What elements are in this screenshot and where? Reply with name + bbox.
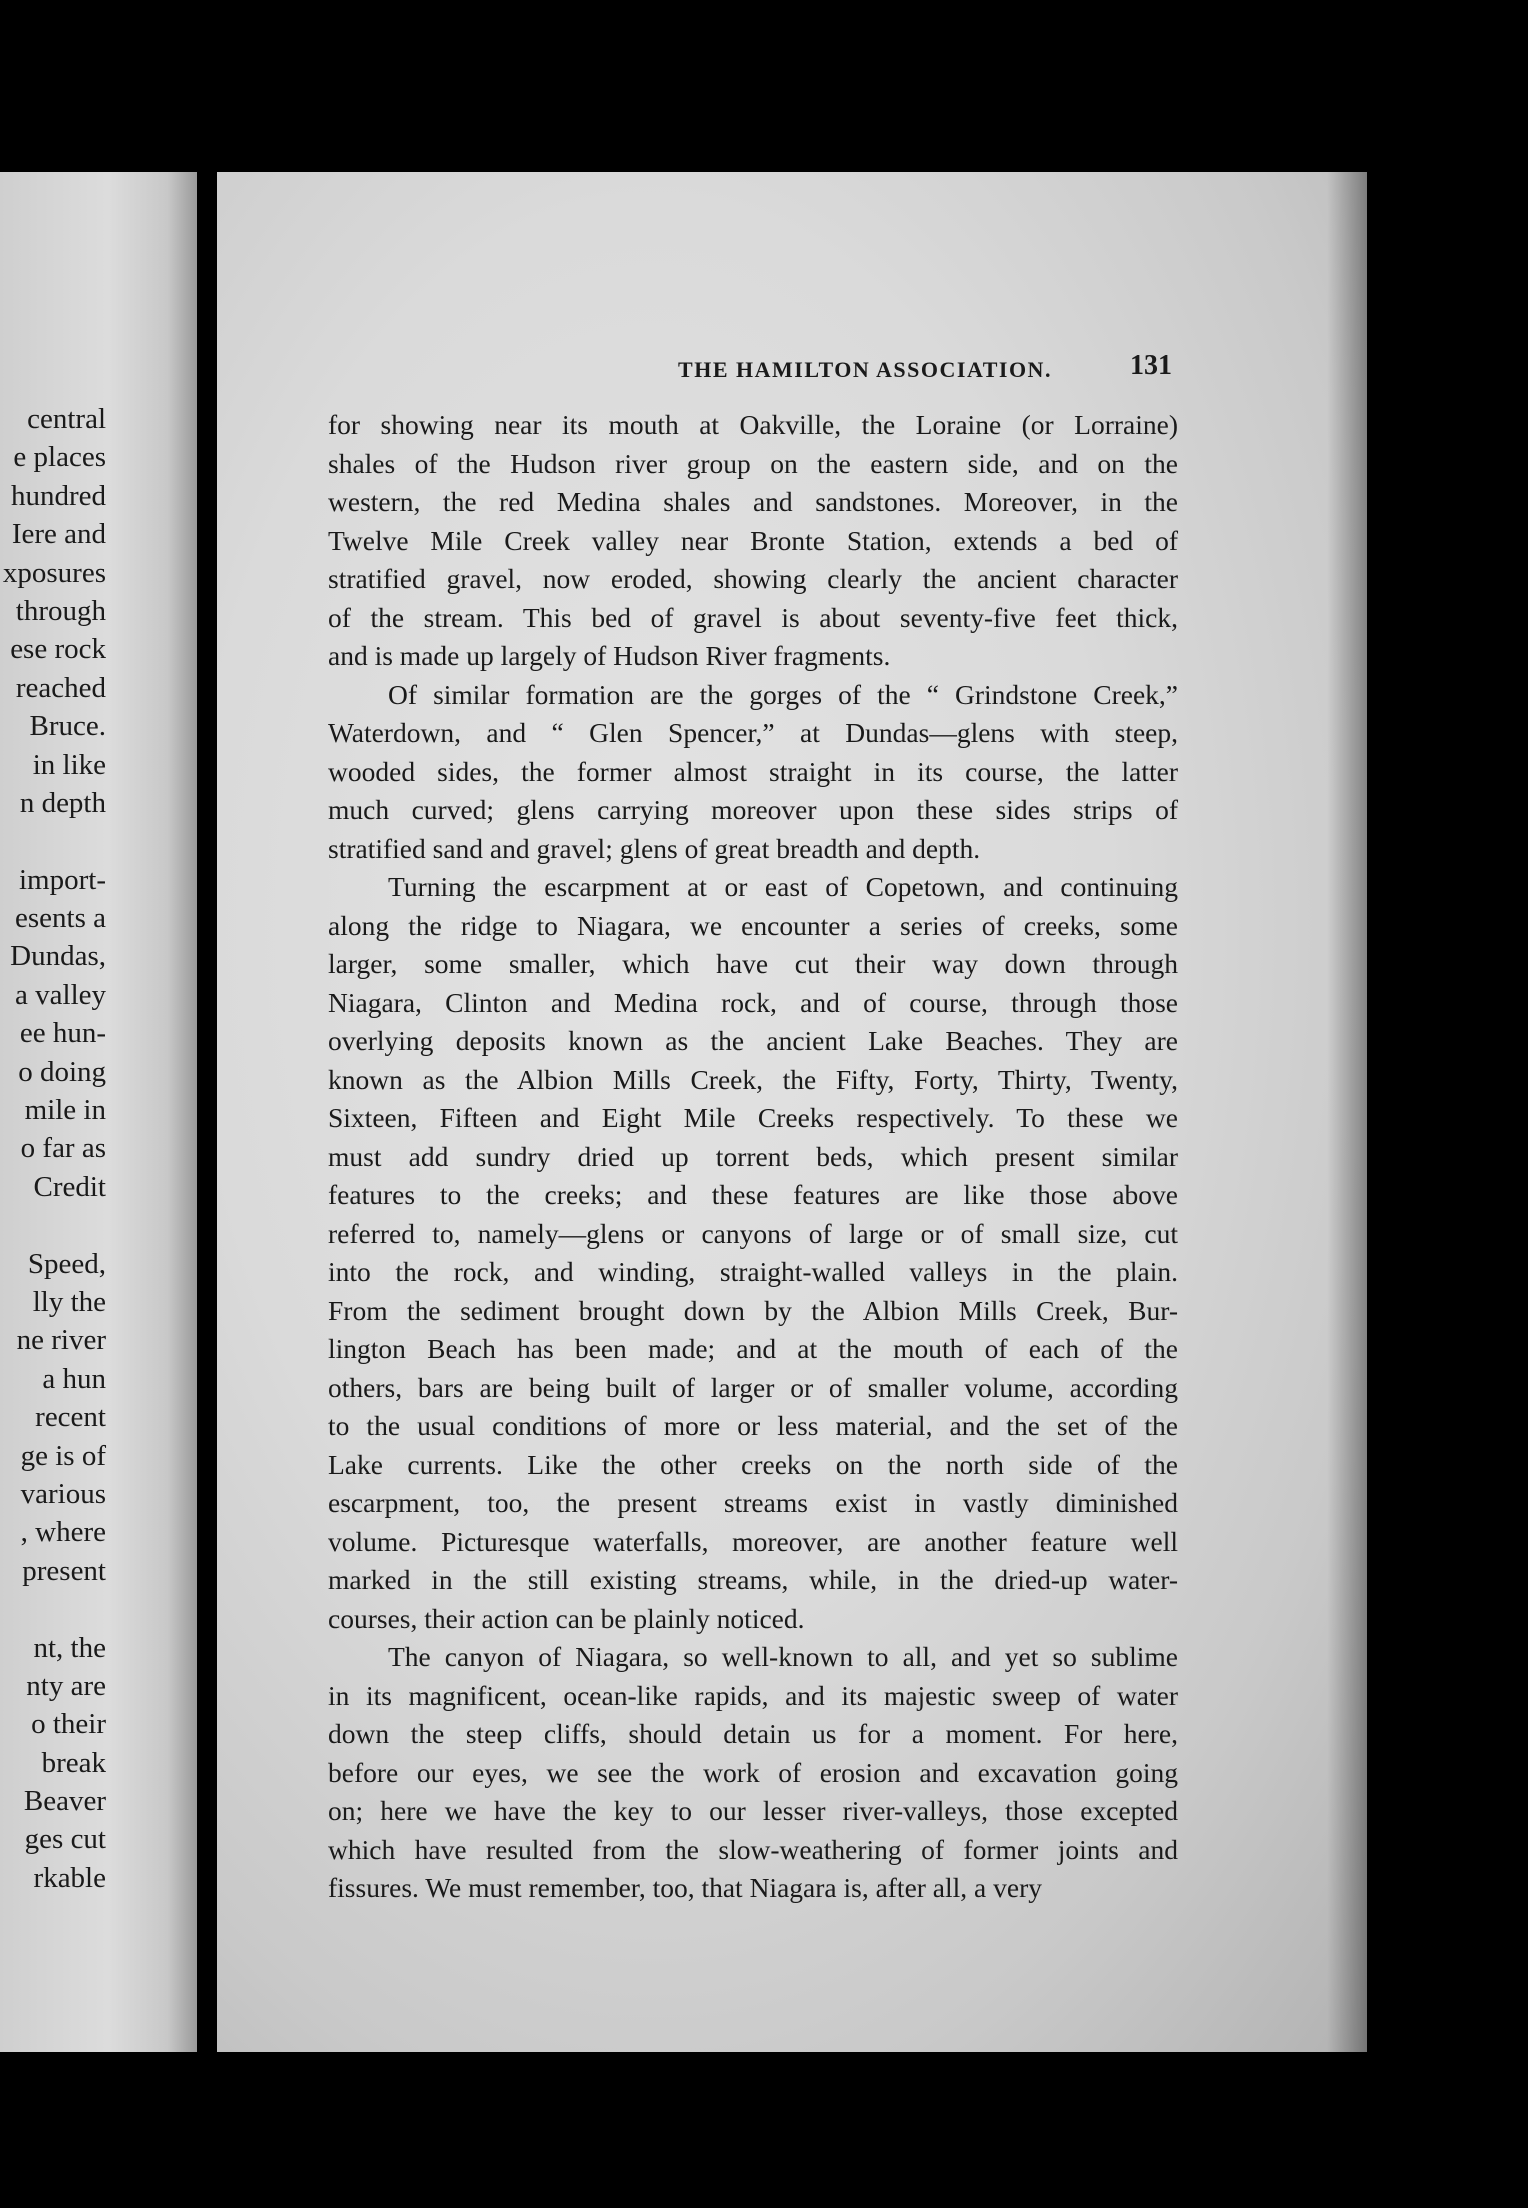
text-line: along the ridge to Niagara, we encounter a series of creeks, some bbox=[328, 909, 1178, 941]
text-line: before our eyes, we see the work of erosion and excavation going bbox=[328, 1756, 1178, 1788]
text-line: courses, their action can be plainly noticed. bbox=[328, 1602, 805, 1634]
facing-page-line: recent bbox=[35, 1401, 106, 1434]
page-body-text bbox=[328, 406, 1178, 1908]
text-line: to the usual conditions of more or less material, and the set of the bbox=[328, 1410, 1178, 1441]
facing-page-line: nt, the bbox=[33, 1631, 106, 1664]
facing-page-line bbox=[0, 822, 106, 860]
facing-page-line: a valley bbox=[15, 978, 106, 1011]
text-line: Sixteen, Fifteen and Eight Mile Creeks respectively. To these we bbox=[328, 1102, 1178, 1133]
facing-page-line bbox=[0, 1206, 106, 1244]
book-gutter bbox=[197, 172, 217, 2052]
text-line: much curved; glens carrying moreover upon these sides strips of bbox=[328, 794, 1178, 825]
text-line: in its magnificent, ocean-like rapids, and its majestic sweep of water bbox=[328, 1679, 1178, 1711]
text-line: fissures. We must remember, too, that Niagara is, after all, a very bbox=[328, 1872, 1042, 1903]
facing-page-line: reached bbox=[15, 671, 106, 704]
text-line: stratified sand and gravel; glens of great breadth and depth. bbox=[328, 832, 981, 864]
facing-page-line: lly the bbox=[32, 1285, 106, 1318]
facing-page-line: hundred bbox=[10, 479, 106, 512]
text-line: others, bars are being built of larger or of smaller volume, according bbox=[328, 1371, 1178, 1403]
text-line: which have resulted from the slow-weathering of former joints and bbox=[328, 1833, 1178, 1865]
facing-page-line: mile in bbox=[24, 1094, 106, 1127]
facing-page-line: xposures bbox=[2, 556, 106, 589]
facing-page-line: Bruce. bbox=[29, 710, 106, 743]
text-line: Waterdown, and “ Glen Spencer,” at Dundas—glens with steep, bbox=[328, 717, 1178, 748]
facing-page-line: ne river bbox=[16, 1324, 106, 1357]
text-line: must add sundry dried up torrent beds, which present similar bbox=[328, 1140, 1178, 1172]
text-line: marked in the still existing streams, while, in the dried-up water- bbox=[328, 1564, 1178, 1595]
facing-page-line: o far as bbox=[20, 1132, 106, 1165]
text-line: features to the creeks; and these features are like those above bbox=[328, 1179, 1178, 1210]
facing-page-line: various bbox=[20, 1477, 106, 1510]
facing-page-line: o doing bbox=[18, 1055, 106, 1088]
facing-page-line: Speed, bbox=[27, 1247, 106, 1280]
facing-page-line: Iere and bbox=[11, 518, 106, 551]
text-line: larger, some smaller, which have cut their way down through bbox=[328, 948, 1178, 979]
paragraph bbox=[328, 868, 1178, 1638]
facing-page-line: present bbox=[22, 1554, 106, 1587]
facing-page-line: Beaver bbox=[23, 1785, 106, 1818]
text-line: lington Beach has been made; and at the mouth of each of the bbox=[328, 1333, 1178, 1364]
book-page bbox=[217, 172, 1367, 2052]
facing-page-line: e places bbox=[13, 441, 106, 474]
facing-page-line: in like bbox=[32, 748, 106, 781]
facing-page-fragment bbox=[0, 172, 197, 2052]
text-line: on; here we have the key to our lesser river-valleys, those excepted bbox=[328, 1795, 1178, 1826]
text-line: volume. Picturesque waterfalls, moreover, are another feature well bbox=[328, 1525, 1178, 1557]
text-line: Lake currents. Like the other creeks on the north side of the bbox=[328, 1448, 1178, 1480]
facing-page-line: esents a bbox=[15, 902, 106, 935]
text-line: and is made up largely of Hudson River fragments. bbox=[328, 640, 891, 671]
text-line: for showing near its mouth at Oakville, the Loraine (or Lorraine) bbox=[328, 409, 1178, 440]
text-line: Niagara, Clinton and Medina rock, and of course, through those bbox=[328, 986, 1178, 1018]
facing-page-line: through bbox=[15, 594, 106, 627]
text-line: western, the red Medina shales and sandstones. Moreover, in the bbox=[328, 486, 1178, 517]
facing-page-line: Dundas, bbox=[10, 940, 106, 973]
facing-page-line: central bbox=[27, 403, 106, 435]
paragraph bbox=[328, 406, 1178, 676]
facing-page-line: Credit bbox=[33, 1170, 106, 1203]
facing-page-line: ges cut bbox=[24, 1823, 106, 1856]
page-number: 131 bbox=[1130, 350, 1172, 381]
running-head: THE HAMILTON ASSOCIATION. bbox=[678, 357, 1052, 382]
facing-page-line: o their bbox=[31, 1708, 106, 1741]
text-line: referred to, namely—glens or canyons of large or of small size, cut bbox=[328, 1217, 1178, 1249]
facing-page-line: import- bbox=[19, 863, 106, 896]
text-line: wooded sides, the former almost straight in its course, the latter bbox=[328, 755, 1178, 787]
facing-page-line: n depth bbox=[19, 786, 106, 819]
text-line: of the stream. This bed of gravel is about seventy-five feet thick, bbox=[328, 601, 1178, 633]
paragraph bbox=[328, 676, 1178, 869]
facing-page-line: rkable bbox=[33, 1861, 106, 1894]
text-line: down the steep cliffs, should detain us for a moment. For here, bbox=[328, 1718, 1178, 1749]
text-line: Twelve Mile Creek valley near Bronte Station, extends a bed of bbox=[328, 524, 1178, 556]
text-line: known as the Albion Mills Creek, the Fifty, Forty, Thirty, Twenty, bbox=[328, 1063, 1178, 1095]
text-line: Turning the escarpment at or east of Copetown, and continuing bbox=[388, 871, 1178, 902]
text-line: stratified gravel, now eroded, showing clearly the ancient character bbox=[328, 563, 1178, 594]
facing-page-line bbox=[0, 1590, 106, 1628]
facing-page-line: break bbox=[41, 1746, 106, 1779]
facing-page-text bbox=[0, 400, 106, 1897]
paragraph bbox=[328, 1638, 1178, 1908]
text-line: shales of the Hudson river group on the eastern side, and on the bbox=[328, 447, 1178, 479]
text-line: into the rock, and winding, straight-walled valleys in the plain. bbox=[328, 1256, 1178, 1287]
facing-page-line: nty are bbox=[26, 1669, 106, 1702]
facing-page-line: ese rock bbox=[10, 633, 106, 666]
text-line: From the sediment brought down by the Albion Mills Creek, Bur- bbox=[328, 1294, 1178, 1326]
text-line: Of similar formation are the gorges of the “ Grindstone Creek,” bbox=[388, 678, 1178, 710]
facing-page-line: ge is of bbox=[20, 1439, 106, 1472]
facing-page-line: a hun bbox=[42, 1362, 106, 1395]
text-line: escarpment, too, the present streams exist in vastly diminished bbox=[328, 1487, 1178, 1518]
text-line: The canyon of Niagara, so well-known to all, and yet so sublime bbox=[388, 1641, 1178, 1672]
facing-page-line: , where bbox=[20, 1516, 106, 1549]
text-line: overlying deposits known as the ancient Lake Beaches. They are bbox=[328, 1025, 1178, 1056]
facing-page-line: ee hun- bbox=[19, 1017, 106, 1050]
